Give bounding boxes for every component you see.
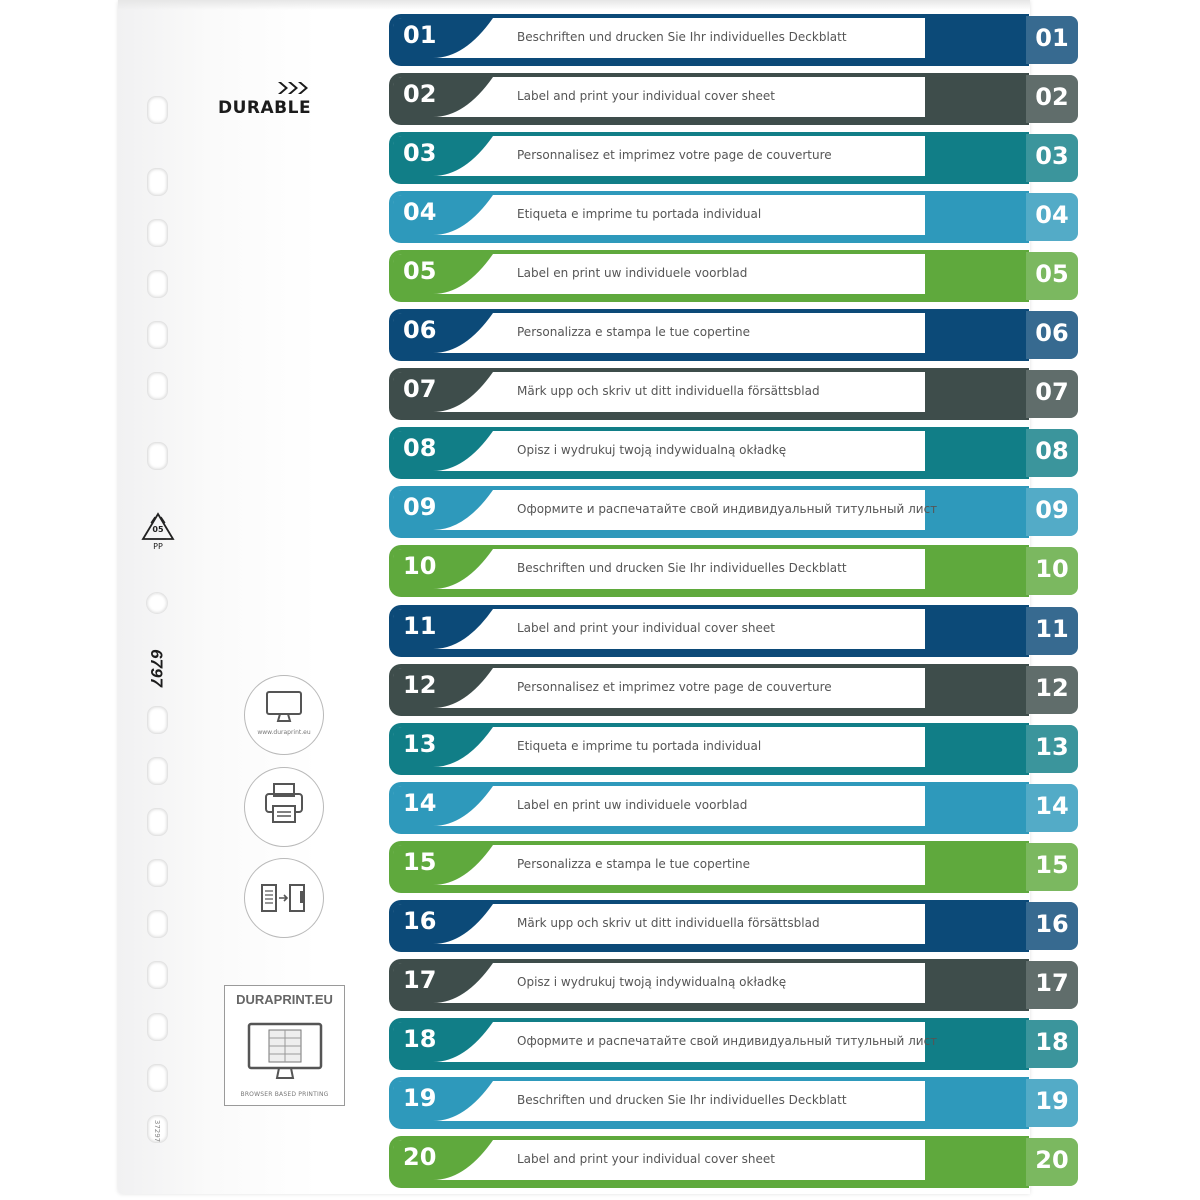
printer-circle	[244, 767, 324, 847]
tab-number: 16	[403, 907, 437, 935]
monitor-circle	[244, 675, 324, 755]
tab-label: Märk upp och skriv ut ditt individuella försättsblad	[517, 384, 820, 398]
tab-label: Opisz i wydrukuj twoją indywidualną okładkę	[517, 975, 787, 989]
index-tab[interactable]	[1026, 311, 1078, 359]
recycling-symbol	[138, 510, 178, 554]
printer-icon	[264, 782, 304, 826]
index-tab[interactable]	[1026, 902, 1078, 950]
tab-label: Beschriften und drucken Sie Ihr individuelles Deckblatt	[517, 561, 847, 575]
index-tab-number: 18	[1035, 1028, 1069, 1056]
index-tab-number: 15	[1035, 851, 1069, 879]
index-tab-number: 05	[1035, 260, 1069, 288]
index-tab-number: 13	[1035, 733, 1069, 761]
tab-row[interactable]	[389, 368, 1079, 420]
index-tab[interactable]	[1026, 429, 1078, 477]
index-tab-number: 07	[1035, 378, 1069, 406]
tab-label: Beschriften und drucken Sie Ihr individuelles Deckblatt	[517, 30, 847, 44]
index-tab-number: 01	[1035, 24, 1069, 52]
punch-hole	[147, 270, 168, 298]
tab-label: Personalizza e stampa le tue copertine	[517, 325, 751, 339]
chevron-arrows-icon	[276, 80, 316, 96]
index-tab[interactable]	[1026, 784, 1078, 832]
tab-row[interactable]	[389, 427, 1079, 479]
monitor-icon	[264, 690, 304, 724]
punch-hole	[147, 219, 168, 247]
index-tab-number: 06	[1035, 319, 1069, 347]
tab-label: Label en print uw individuele voorblad	[517, 798, 748, 812]
tab-row[interactable]	[389, 900, 1079, 952]
punch-hole	[147, 96, 168, 124]
tab-number: 03	[403, 139, 437, 167]
tab-number: 04	[403, 198, 437, 226]
tab-row[interactable]	[389, 664, 1079, 716]
index-tab[interactable]	[1026, 1020, 1078, 1068]
punch-hole	[147, 168, 168, 196]
punch-hole	[147, 1064, 168, 1092]
tab-number: 01	[403, 21, 437, 49]
index-tab[interactable]	[1026, 1079, 1078, 1127]
duraprint-box	[224, 985, 345, 1106]
tab-number: 18	[403, 1025, 437, 1053]
index-tab[interactable]	[1026, 666, 1078, 714]
punch-hole	[147, 706, 168, 734]
index-tab[interactable]	[1026, 843, 1078, 891]
tab-number: 12	[403, 671, 437, 699]
duraprint-title: DURAPRINT.EU	[236, 992, 333, 1007]
punch-hole	[147, 757, 168, 785]
tab-label: Beschriften und drucken Sie Ihr individuelles Deckblatt	[517, 1093, 847, 1107]
tab-number: 17	[403, 966, 437, 994]
tab-row[interactable]	[389, 191, 1079, 243]
punch-hole	[147, 442, 168, 470]
index-tab-number: 04	[1035, 201, 1069, 229]
index-tab-number: 17	[1035, 969, 1069, 997]
index-tab[interactable]	[1026, 370, 1078, 418]
index-tab-number: 08	[1035, 437, 1069, 465]
punch-hole	[147, 910, 168, 938]
tab-number: 05	[403, 257, 437, 285]
index-tab-number: 03	[1035, 142, 1069, 170]
tab-row[interactable]	[389, 309, 1079, 361]
tab-label: Label and print your individual cover sheet	[517, 89, 775, 103]
tab-label: Etiqueta e imprime tu portada individual	[517, 739, 762, 753]
recycle-material: PP	[153, 542, 163, 551]
small-code: 37297	[153, 1119, 161, 1143]
tab-label: Opisz i wydrukuj twoją indywidualną okładkę	[517, 443, 787, 457]
index-tab[interactable]	[1026, 1138, 1078, 1186]
tab-row[interactable]	[389, 959, 1079, 1011]
recycle-code: 05	[152, 525, 164, 534]
index-tab-number: 10	[1035, 555, 1069, 583]
insert-circle	[244, 858, 324, 938]
index-tab-number: 02	[1035, 83, 1069, 111]
tab-number: 13	[403, 730, 437, 758]
tab-label: Оформите и распечатайте свой индивидуальный титульный лист	[517, 502, 938, 516]
tab-label: Märk upp och skriv ut ditt individuella försättsblad	[517, 916, 820, 930]
punch-hole	[147, 859, 168, 887]
tab-row[interactable]	[389, 1136, 1079, 1188]
monitor-screen-icon	[247, 1022, 323, 1086]
tab-label: Label and print your individual cover sheet	[517, 621, 775, 635]
tab-number: 20	[403, 1143, 437, 1171]
tab-row[interactable]	[389, 486, 1079, 538]
index-tab-number: 16	[1035, 910, 1069, 938]
index-tab[interactable]	[1026, 488, 1078, 536]
duraprint-subtitle: BROWSER BASED PRINTING	[240, 1091, 329, 1098]
tab-number: 11	[403, 612, 437, 640]
tab-row[interactable]	[389, 1077, 1079, 1129]
tab-label: Personnalisez et imprimez votre page de couverture	[517, 680, 832, 694]
tab-row[interactable]	[389, 132, 1079, 184]
index-tab-number: 11	[1035, 615, 1069, 643]
index-tab[interactable]	[1026, 607, 1078, 655]
index-tab[interactable]	[1026, 134, 1078, 182]
tab-row[interactable]	[389, 73, 1079, 125]
sheet-top-shadow	[118, 0, 1030, 10]
index-tab[interactable]	[1026, 75, 1078, 123]
insert-sheet-icon	[260, 881, 308, 917]
tab-label: Оформите и распечатайте свой индивидуальный титульный лист	[517, 1034, 938, 1048]
index-tab-number: 09	[1035, 496, 1069, 524]
tab-number: 19	[403, 1084, 437, 1112]
tab-row[interactable]	[389, 1018, 1079, 1070]
punch-hole	[147, 961, 168, 989]
tab-label: Personnalisez et imprimez votre page de couverture	[517, 148, 832, 162]
tab-number: 15	[403, 848, 437, 876]
punch-hole	[147, 372, 168, 400]
index-tab-number: 20	[1035, 1146, 1069, 1174]
punch-hole	[146, 592, 168, 614]
tab-row[interactable]	[389, 782, 1079, 834]
index-tab[interactable]	[1026, 252, 1078, 300]
punch-hole	[147, 808, 168, 836]
punch-hole	[147, 1013, 168, 1041]
tab-row[interactable]	[389, 545, 1079, 597]
tab-label: Personalizza e stampa le tue copertine	[517, 857, 751, 871]
tab-row[interactable]	[389, 14, 1079, 66]
tab-number: 07	[403, 375, 437, 403]
index-tab[interactable]	[1026, 547, 1078, 595]
index-tab-number: 19	[1035, 1087, 1069, 1115]
tab-number: 02	[403, 80, 437, 108]
tab-number: 10	[403, 552, 437, 580]
tab-label: Label en print uw individuele voorblad	[517, 266, 748, 280]
tab-row[interactable]	[389, 841, 1079, 893]
tab-row[interactable]	[389, 723, 1079, 775]
tab-row[interactable]	[389, 250, 1079, 302]
index-tab[interactable]	[1026, 725, 1078, 773]
index-tab[interactable]	[1026, 961, 1078, 1009]
tab-label: Label and print your individual cover sheet	[517, 1152, 775, 1166]
tab-number: 08	[403, 434, 437, 462]
index-tab-number: 12	[1035, 674, 1069, 702]
monitor-url: www.duraprint.eu	[257, 729, 311, 736]
tab-number: 14	[403, 789, 437, 817]
tab-label: Etiqueta e imprime tu portada individual	[517, 207, 762, 221]
tab-row[interactable]	[389, 605, 1079, 657]
tab-number: 09	[403, 493, 437, 521]
tab-number: 06	[403, 316, 437, 344]
brand-name: DURABLE	[218, 98, 312, 118]
article-number: 6797	[147, 649, 166, 687]
index-tab-number: 14	[1035, 792, 1069, 820]
punch-hole	[147, 321, 168, 349]
index-tab[interactable]	[1026, 16, 1078, 64]
index-tab[interactable]	[1026, 193, 1078, 241]
